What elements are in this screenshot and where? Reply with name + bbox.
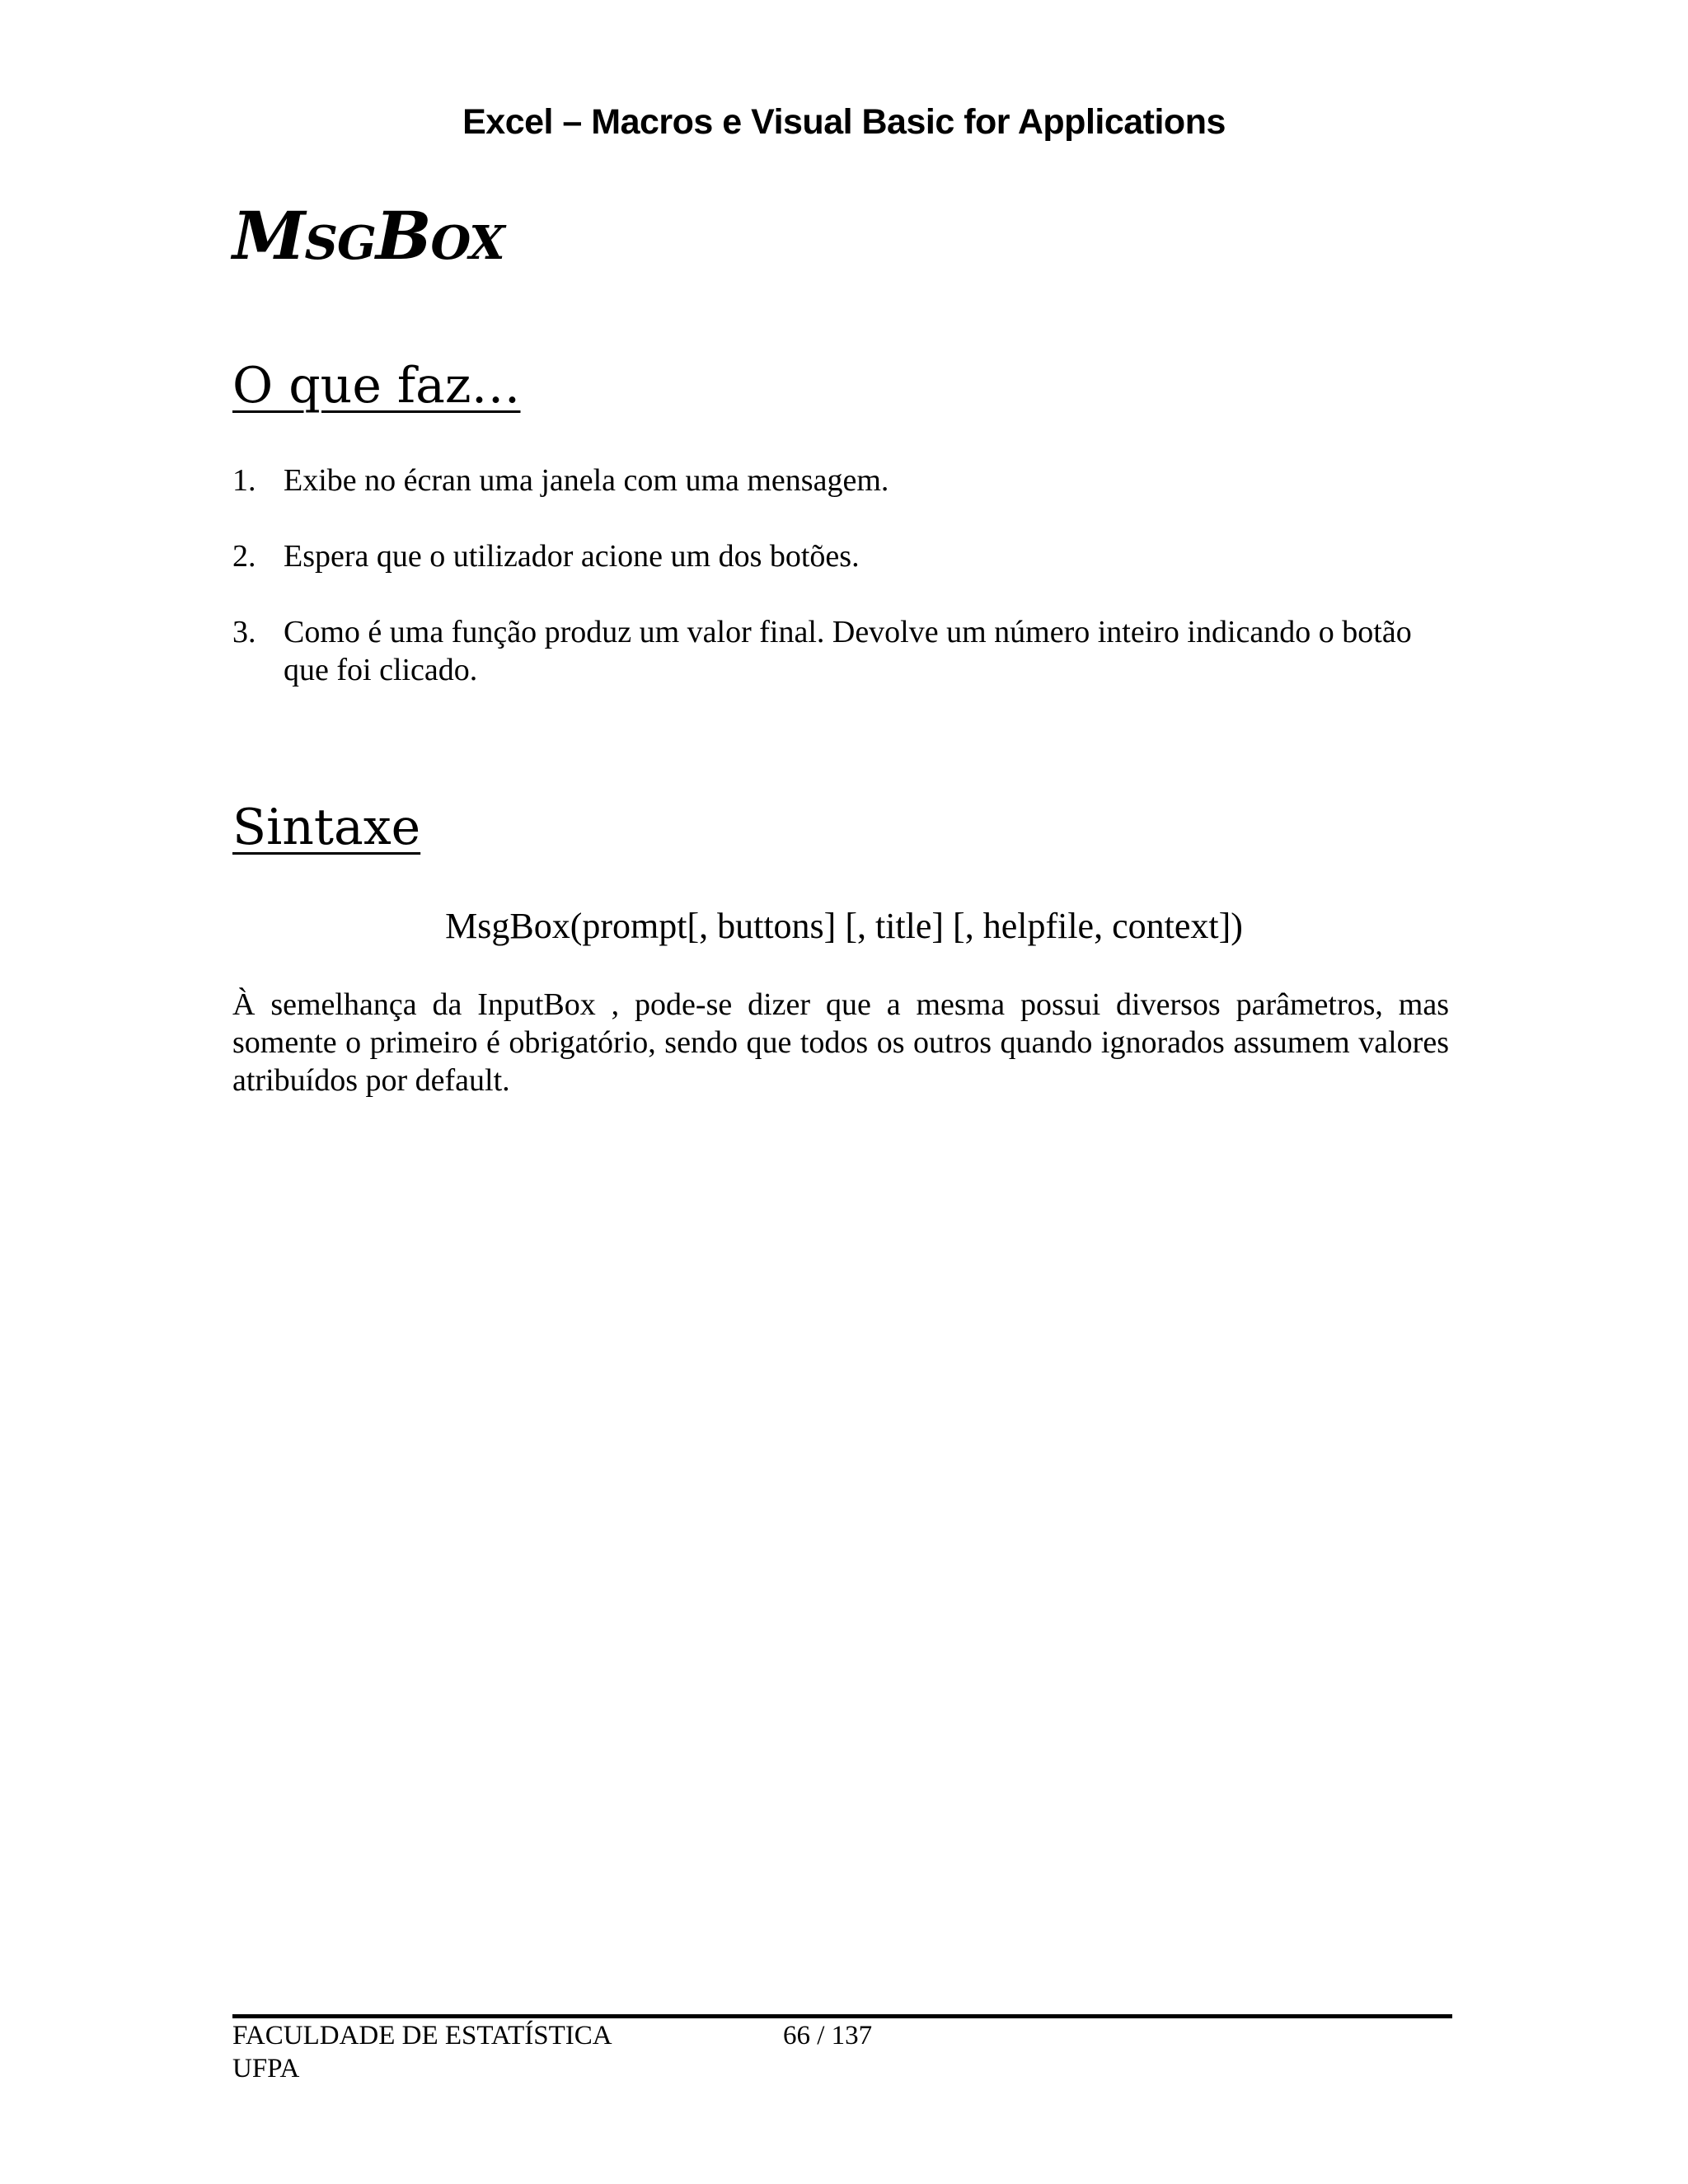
list-item <box>232 462 1452 499</box>
list-item <box>232 613 1452 689</box>
numbered-list <box>232 462 1452 727</box>
footer-institution <box>232 2019 612 2085</box>
running-header: Excel – Macros e Visual Basic for Applications <box>462 102 1226 142</box>
list-item-text: Como é uma função produz um valor final. Devolve um número inteiro indicando o botão que foi clicado. <box>284 615 1412 687</box>
page-number: 66 / 137 <box>783 2021 873 2050</box>
list-item-text: Espera que o utilizador acione um dos botões. <box>284 539 860 574</box>
body-paragraph: À semelhança da InputBox , pode-se dizer que a mesma possui diversos parâmetros, mas somente o primeiro é obrigatório, sendo que todos os outros quando ignorados assumem valores atribuídos por default. <box>232 987 1449 1098</box>
syntax-signature: MsgBox(prompt[, buttons] [, title] [, helpfile, context]) <box>445 906 1243 946</box>
section-heading-what-it-does: O que faz… <box>232 357 521 415</box>
list-item-number: 3. <box>232 615 256 649</box>
section-heading-syntax: Sintaxe <box>232 799 421 856</box>
footer-university: UFPA <box>232 2054 300 2083</box>
footer-rule <box>232 2014 1452 2018</box>
list-item-text: Exibe no écran uma janela com uma mensagem. <box>284 463 889 498</box>
list-item-number: 2. <box>232 539 256 574</box>
list-item-number: 1. <box>232 463 256 498</box>
list-item <box>232 537 1452 575</box>
chapter-title: MsgBox <box>232 197 504 274</box>
footer-faculty: FACULDADE DE ESTATÍSTICA <box>232 2021 612 2050</box>
